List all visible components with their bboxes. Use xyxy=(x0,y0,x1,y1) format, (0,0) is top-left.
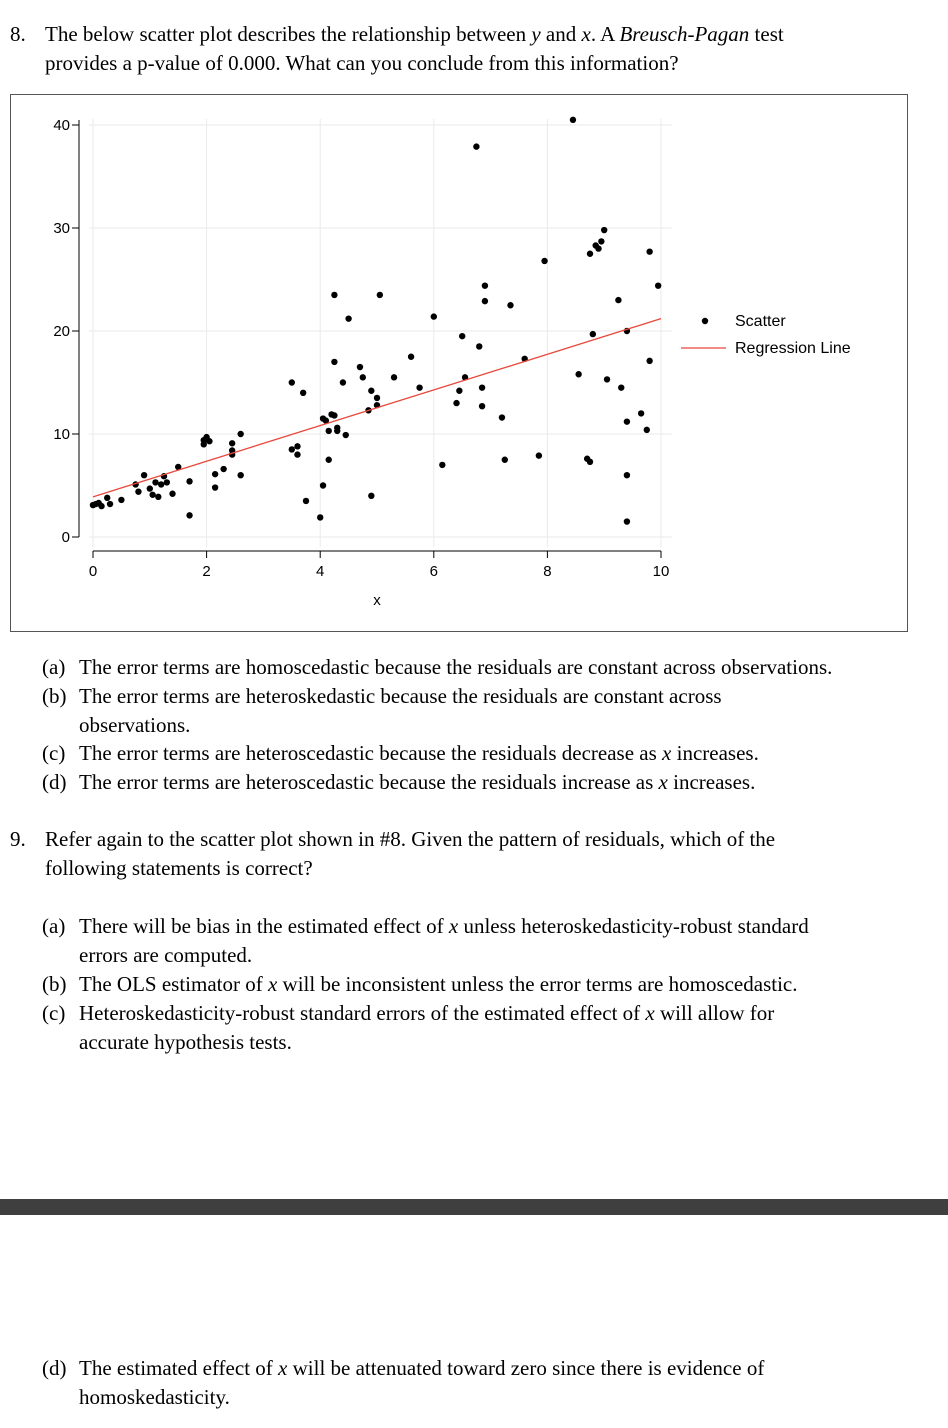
scatter-point xyxy=(360,374,366,380)
scatter-point xyxy=(587,251,593,257)
option-text xyxy=(79,1354,764,1412)
scatter-point xyxy=(416,384,422,390)
option-label: (b) xyxy=(42,972,67,996)
scatter-point xyxy=(158,481,164,487)
page-divider xyxy=(0,1199,948,1215)
option-text xyxy=(79,768,755,797)
scatter-point xyxy=(212,471,218,477)
scatter-point xyxy=(155,494,161,500)
text-run: The error terms are heteroscedastic because the residuals decrease as xyxy=(79,741,663,765)
option-label: (d) xyxy=(42,770,67,794)
scatter-point xyxy=(499,414,505,420)
scatter-point xyxy=(340,379,346,385)
scatter-point xyxy=(186,512,192,518)
x-tick-label: 0 xyxy=(88,563,98,580)
option-label: (b) xyxy=(42,684,67,708)
scatter-point xyxy=(615,297,621,303)
scatter-point xyxy=(220,466,226,472)
scatter-point xyxy=(186,478,192,484)
x-tick-label: 8 xyxy=(543,563,552,580)
scatter-point xyxy=(326,457,332,463)
scatter-point xyxy=(374,395,380,401)
option-text xyxy=(79,999,774,1057)
scatter-point xyxy=(320,482,326,488)
scatter-point xyxy=(536,452,542,458)
scatter-point xyxy=(149,492,155,498)
scatter-point xyxy=(294,451,300,457)
scatter-point xyxy=(598,238,604,244)
math-var-x: x xyxy=(658,770,668,794)
scatter-point xyxy=(331,359,337,365)
math-var-y: y xyxy=(531,22,541,46)
text-run: will allow for xyxy=(654,1001,775,1025)
option-text xyxy=(79,912,809,970)
text-run: The OLS estimator of xyxy=(79,972,268,996)
legend-label-scatter: Scatter xyxy=(735,313,786,330)
scatter-point xyxy=(107,501,113,507)
text-run: Heteroskedasticity-robust standard errors of the estimated effect of xyxy=(79,1001,646,1025)
option-label: (d) xyxy=(42,1356,67,1380)
math-var-x: x xyxy=(278,1356,288,1380)
scatter-point xyxy=(456,388,462,394)
question-text xyxy=(45,825,905,883)
scatter-point xyxy=(118,497,124,503)
option-text xyxy=(79,970,798,999)
scatter-chart xyxy=(11,95,906,630)
scatter-point xyxy=(408,354,414,360)
scatter-point xyxy=(646,248,652,254)
question-line-2: following statements is correct? xyxy=(45,856,313,880)
scatter-point xyxy=(206,438,212,444)
x-axis-title: x xyxy=(373,592,381,609)
scatter-point xyxy=(368,388,374,394)
option-label: (a) xyxy=(42,655,66,679)
scatter-point xyxy=(289,446,295,452)
scatter-point xyxy=(507,302,513,308)
text-run: will be attenuated toward zero since there is evidence of xyxy=(287,1356,765,1380)
scatter-point xyxy=(331,292,337,298)
question-number: 8. xyxy=(10,22,26,46)
scatter-point xyxy=(237,472,243,478)
scatter-point xyxy=(479,384,485,390)
text-run: The below scatter plot describes the relationship between xyxy=(45,22,532,46)
scatter-point xyxy=(300,390,306,396)
figure-frame xyxy=(10,94,908,632)
scatter-point xyxy=(303,498,309,504)
scatter-point xyxy=(476,343,482,349)
y-tick-label: 40 xyxy=(53,117,70,134)
scatter-point xyxy=(595,245,601,251)
scatter-point xyxy=(391,374,397,380)
question-line-2: provides a p-value of 0.000. What can you conclude from this information? xyxy=(45,51,679,75)
scatter-point xyxy=(164,479,170,485)
scatter-point xyxy=(570,117,576,123)
legend-label-regression: Regression Line xyxy=(735,340,851,357)
question-8 xyxy=(10,20,930,78)
scatter-point xyxy=(502,457,508,463)
scatter-point xyxy=(141,472,147,478)
scatter-point xyxy=(575,371,581,377)
text-run: unless heteroskedasticity-robust standard xyxy=(458,914,809,938)
y-tick-label: 0 xyxy=(61,529,70,546)
test-name: Breusch-Pagan xyxy=(619,22,750,46)
scatter-point xyxy=(343,432,349,438)
math-var-x: x xyxy=(645,1001,655,1025)
scatter-point xyxy=(618,384,624,390)
y-tick-label: 10 xyxy=(53,426,70,443)
scatter-point xyxy=(644,427,650,433)
math-var-x: x xyxy=(448,914,459,938)
scatter-point xyxy=(229,440,235,446)
y-tick-label: 20 xyxy=(53,323,70,340)
scatter-point xyxy=(638,410,644,416)
scatter-point xyxy=(655,282,661,288)
scatter-point xyxy=(601,227,607,233)
regression-line xyxy=(93,319,661,497)
scatter-point xyxy=(326,428,332,434)
option-line: observations. xyxy=(79,713,191,737)
scatter-point xyxy=(152,479,158,485)
question-text xyxy=(45,20,905,78)
scatter-point xyxy=(345,315,351,321)
scatter-point xyxy=(237,431,243,437)
text-run: increases. xyxy=(671,741,759,765)
scatter-point xyxy=(473,143,479,149)
text-run: increases. xyxy=(667,770,756,794)
scatter-point xyxy=(98,503,104,509)
math-var-x: x xyxy=(267,972,278,996)
scatter-point xyxy=(212,484,218,490)
x-tick-label: 4 xyxy=(316,563,325,580)
scatter-point xyxy=(624,418,630,424)
text-run: will be inconsistent unless the error terms are homoscedastic. xyxy=(277,972,798,996)
scatter-point xyxy=(368,493,374,499)
question-line-1: Refer again to the scatter plot shown in #8. Given the pattern of residuals, which of the xyxy=(45,827,776,851)
option-text: The error terms are homoscedastic because the residuals are constant across observations. xyxy=(79,655,833,679)
scatter-point xyxy=(331,412,337,418)
legend-scatter-marker xyxy=(702,318,708,324)
scatter-point xyxy=(357,364,363,370)
option-label: (c) xyxy=(42,741,66,765)
scatter-point xyxy=(377,292,383,298)
text-run: There will be bias in the estimated effect of xyxy=(79,914,449,938)
scatter-point xyxy=(587,459,593,465)
option-line: accurate hypothesis tests. xyxy=(79,1030,292,1054)
scatter-point xyxy=(439,462,445,468)
text-run: The estimated effect of xyxy=(79,1356,279,1380)
question-9 xyxy=(10,825,930,883)
scatter-point xyxy=(624,472,630,478)
scatter-point xyxy=(541,258,547,264)
option-line: errors are computed. xyxy=(79,943,253,967)
x-tick-label: 6 xyxy=(429,563,438,580)
scatter-point xyxy=(590,331,596,337)
scatter-point xyxy=(294,443,300,449)
scatter-point xyxy=(104,495,110,501)
scatter-point xyxy=(604,376,610,382)
scatter-point xyxy=(135,488,141,494)
scatter-point xyxy=(334,428,340,434)
question-number: 9. xyxy=(10,827,26,851)
option-line: The error terms are heteroskedastic because the residuals are constant across xyxy=(79,684,722,708)
option-label: (c) xyxy=(42,1001,66,1025)
text-run: test xyxy=(749,22,784,46)
scatter-point xyxy=(169,491,175,497)
scatter-point xyxy=(147,485,153,491)
scatter-point xyxy=(289,379,295,385)
y-tick-label: 30 xyxy=(53,220,70,237)
math-var-x: x xyxy=(581,22,591,46)
text-run: . A xyxy=(590,22,620,46)
text-run: The error terms are heteroscedastic because the residuals increase as xyxy=(79,770,659,794)
scatter-point xyxy=(459,333,465,339)
math-var-x: x xyxy=(662,741,672,765)
x-tick-label: 10 xyxy=(652,563,670,580)
scatter-point xyxy=(317,514,323,520)
scatter-point xyxy=(482,298,488,304)
option-text xyxy=(79,682,722,740)
option-label: (a) xyxy=(42,914,66,938)
text-run: and xyxy=(540,22,582,46)
scatter-point xyxy=(453,400,459,406)
option-text xyxy=(79,739,759,768)
question-line-1 xyxy=(45,20,905,49)
x-tick-label: 2 xyxy=(202,563,211,580)
scatter-point xyxy=(482,282,488,288)
option-line: homoskedasticity. xyxy=(79,1385,230,1409)
scatter-point xyxy=(479,403,485,409)
scatter-point xyxy=(624,518,630,524)
scatter-point xyxy=(646,358,652,364)
scatter-point xyxy=(431,313,437,319)
